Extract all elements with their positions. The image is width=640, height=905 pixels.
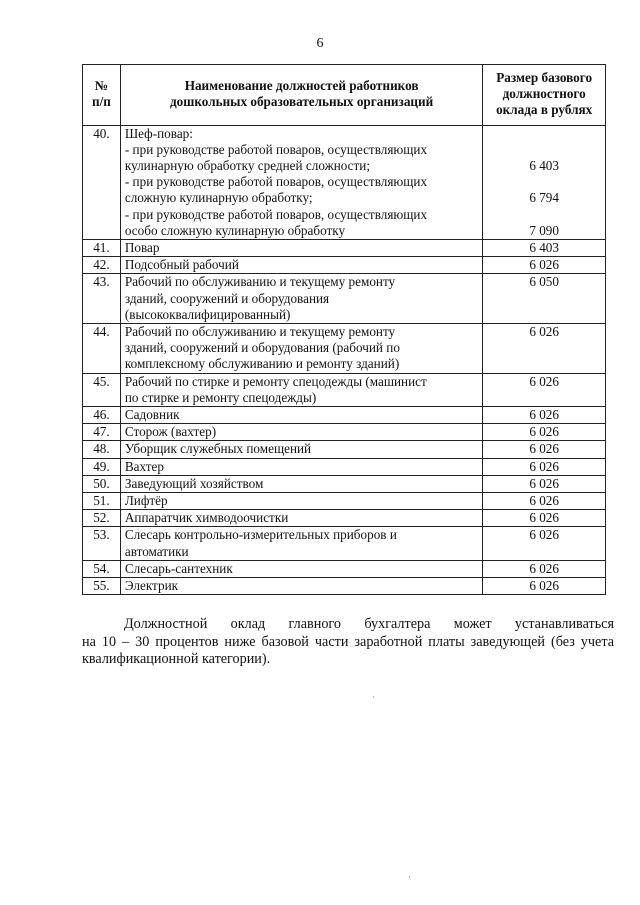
footnote-first-line: Должностной оклад главного бухгалтера может устанавливаться <box>124 616 614 632</box>
base-salary <box>483 510 606 527</box>
row-number: 55. <box>83 578 121 595</box>
position-name <box>120 324 482 374</box>
position-name-line: по стирке и ремонту спецодежды) <box>124 389 317 405</box>
position-name <box>120 458 482 475</box>
base-salary-value <box>487 174 601 190</box>
base-salary-value: 6 026 <box>529 257 559 273</box>
table-row <box>83 274 606 324</box>
table-row <box>83 373 606 406</box>
footnote-continuation: на 10 – 30 процентов ниже базовой части заработной платы заведующей (без учета квалификационной категории). <box>82 633 614 667</box>
position-name <box>120 510 482 527</box>
position-name-line: - при руководстве работой поваров, осуществляющих <box>124 141 428 157</box>
row-number: 54. <box>83 560 121 577</box>
table-row <box>83 578 606 595</box>
base-salary <box>483 458 606 475</box>
base-salary <box>483 475 606 492</box>
row-number: 44. <box>83 324 121 374</box>
base-salary <box>483 125 606 239</box>
position-name-line: Вахтер <box>124 458 164 474</box>
table-row <box>83 257 606 274</box>
position-name <box>120 240 482 257</box>
row-number: 43. <box>83 274 121 324</box>
base-salary <box>483 373 606 406</box>
salary-table <box>82 64 606 595</box>
page-number: 6 <box>316 36 324 51</box>
base-salary <box>483 578 606 595</box>
table-body <box>83 125 606 595</box>
table-row <box>83 240 606 257</box>
position-name-line: Электрик <box>124 578 179 594</box>
position-name-line: Сторож (вахтер) <box>124 424 217 440</box>
table-row <box>83 527 606 560</box>
position-name <box>120 527 482 560</box>
position-name-line: автоматики <box>124 543 189 559</box>
base-salary-value: 6 026 <box>529 493 559 509</box>
table-row <box>83 560 606 577</box>
base-salary <box>483 240 606 257</box>
base-salary <box>483 274 606 324</box>
position-name <box>120 441 482 458</box>
base-salary-value <box>487 126 601 142</box>
position-name-line: Лифтёр <box>124 493 168 509</box>
position-name-line: особо сложную кулинарную обработку <box>124 222 346 238</box>
base-salary-value: 6 026 <box>529 324 559 340</box>
position-name-line: Заведующий хозяйством <box>124 475 264 491</box>
position-name-line: Рабочий по обслуживанию и текущему ремонту <box>124 324 396 340</box>
position-name-line: Рабочий по стирке и ремонту спецодежды (машинист <box>124 373 427 389</box>
position-name-line: Повар <box>124 240 160 256</box>
position-name <box>120 560 482 577</box>
position-name <box>120 578 482 595</box>
row-number: 53. <box>83 527 121 560</box>
position-name-line: Шеф-повар: <box>124 125 193 141</box>
base-salary <box>483 407 606 424</box>
base-salary-value: 6 026 <box>529 407 559 423</box>
position-name-line: сложную кулинарную обработку; <box>124 190 313 206</box>
position-name <box>120 407 482 424</box>
position-name-line: Подсобный рабочий <box>124 257 239 273</box>
row-number: 47. <box>83 424 121 441</box>
table-row <box>83 407 606 424</box>
base-salary <box>483 560 606 577</box>
table-row <box>83 458 606 475</box>
scan-speck: · <box>408 872 411 882</box>
position-name-line: - при руководстве работой поваров, осуществляющих <box>124 206 428 222</box>
header-position-name: Наименование должностей работников дошкольных образовательных организаций <box>120 65 482 126</box>
position-name-line: Слесарь контрольно-измерительных приборов и <box>124 527 397 543</box>
base-salary-value: 6 026 <box>529 510 559 526</box>
position-name-line: Аппаратчик химводоочистки <box>124 510 289 526</box>
row-number: 45. <box>83 373 121 406</box>
base-salary-value: 6 026 <box>529 527 559 543</box>
base-salary <box>483 324 606 374</box>
base-salary-value: 6 794 <box>529 190 559 206</box>
row-number: 49. <box>83 458 121 475</box>
position-name-line: Уборщик служебных помещений <box>124 441 312 457</box>
position-name-line: Садовник <box>124 407 180 423</box>
scan-speck: ˏ <box>372 688 375 698</box>
table-row <box>83 125 606 239</box>
row-number: 41. <box>83 240 121 257</box>
position-name <box>120 493 482 510</box>
base-salary-value: 6 026 <box>529 578 559 594</box>
row-number: 48. <box>83 441 121 458</box>
base-salary <box>483 527 606 560</box>
position-name-line: Рабочий по обслуживанию и текущему ремонту <box>124 274 396 290</box>
position-name-line: зданий, сооружений и оборудования <box>124 290 330 306</box>
position-name <box>120 274 482 324</box>
table-row <box>83 475 606 492</box>
base-salary <box>483 257 606 274</box>
base-salary-value: 6 026 <box>529 458 559 474</box>
position-name-line: (высококвалифицированный) <box>124 306 291 322</box>
header-number: № п/п <box>83 65 121 126</box>
base-salary-value <box>487 207 601 223</box>
base-salary <box>483 424 606 441</box>
base-salary <box>483 441 606 458</box>
base-salary-value: 6 026 <box>529 475 559 491</box>
position-name <box>120 373 482 406</box>
table-row <box>83 324 606 374</box>
row-number: 50. <box>83 475 121 492</box>
position-name <box>120 475 482 492</box>
position-name <box>120 125 482 239</box>
row-number: 46. <box>83 407 121 424</box>
base-salary <box>483 493 606 510</box>
position-name-line: комплексному обслуживанию и ремонту зданий) <box>124 356 400 372</box>
base-salary-value: 6 026 <box>529 424 559 440</box>
table-header-row <box>83 65 606 126</box>
base-salary-value: 6 026 <box>529 441 559 457</box>
row-number: 40. <box>83 125 121 239</box>
base-salary-value: 6 403 <box>529 240 559 256</box>
row-number: 42. <box>83 257 121 274</box>
row-number: 51. <box>83 493 121 510</box>
position-name-line: зданий, сооружений и оборудования (рабочий по <box>124 340 400 356</box>
position-name <box>120 257 482 274</box>
base-salary-value <box>487 142 601 158</box>
base-salary-value: 6 050 <box>529 274 559 290</box>
table-row <box>83 510 606 527</box>
base-salary-value: 7 090 <box>529 222 559 238</box>
table-row <box>83 441 606 458</box>
header-base-salary: Размер базового должностного оклада в рублях <box>483 65 606 126</box>
row-number: 52. <box>83 510 121 527</box>
base-salary-value: 6 026 <box>529 373 559 389</box>
base-salary-value: 6 403 <box>529 157 559 173</box>
position-name-line: - при руководстве работой поваров, осуществляющих <box>124 174 428 190</box>
position-name-line: кулинарную обработку средней сложности; <box>124 158 371 174</box>
position-name-line: Слесарь-сантехник <box>124 560 233 576</box>
table-row <box>83 424 606 441</box>
base-salary-value: 6 026 <box>529 560 559 576</box>
table-row <box>83 493 606 510</box>
footnote-paragraph <box>82 616 614 669</box>
position-name <box>120 424 482 441</box>
